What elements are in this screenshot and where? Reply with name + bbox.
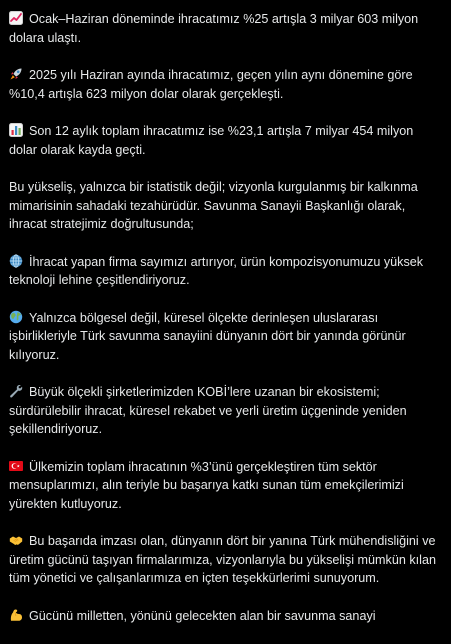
rocket-icon [9,67,23,81]
wrench-icon [9,384,23,398]
post-paragraph-5 [9,253,441,290]
post-paragraph-7 [9,383,441,439]
turkey-flag-icon [9,459,23,473]
post-paragraph-2 [9,66,441,103]
post-paragraph-3 [9,122,441,159]
globe-with-meridians-icon [9,254,23,268]
post-paragraph-8 [9,458,441,514]
chart-increasing-icon [9,11,23,25]
globe-earth-icon [9,310,23,324]
post-paragraph-4 [9,178,441,234]
post-paragraph-2-text: 2025 yılı Haziran ayında ihracatımız, geçen yılın aynı dönemine göre %10,4 artışla 623 milyon dolar olarak gerçekleşti. [9,68,413,101]
post-paragraph-6-text: Yalnızca bölgesel değil, küresel ölçekte derinleşen uluslararası işbirlikleriyle Türk savunma sanayiini dünyanın dört bir yanında görünür kılıyoruz. [9,310,406,362]
handshake-icon [9,533,23,547]
post-paragraph-8-text: Ülkemizin toplam ihracatının %3’ünü gerçekleştiren tüm sektör mensuplarımızı, alın teriyle bu başarıya katkı sunan tüm emekçilerimizi yürekten kutluyoruz. [9,459,404,511]
bar-chart-icon [9,123,23,137]
flexed-biceps-icon [9,608,23,622]
post-paragraph-1 [9,10,441,47]
post-paragraph-10-text: Gücünü milletten, yönünü gelecekten alan bir savunma sanayi [29,608,376,623]
post-paragraph-3-text: Son 12 aylık toplam ihracatımız ise %23,1 artışla 7 milyar 454 milyon dolar olarak kayda geçti. [9,124,414,157]
post-paragraph-1-text: Ocak–Haziran döneminde ihracatımız %25 artışla 3 milyar 603 milyon dolara ulaştı. [9,12,419,45]
post-paragraph-4-text: Bu yükseliş, yalnızca bir istatistik değil; vizyonla kurgulanmış bir kalkınma mimarisinin sahadaki tezahürüdür. Savunma Sanayii Başkanlığı olarak, ihracat stratejimiz doğrultusunda; [9,180,418,231]
post-body [9,10,441,644]
post-paragraph-5-text: İhracat yapan firma sayımızı artırıyor, ürün kompozisyonumuzu yüksek teknoloji lehine çeşitlendiriyoruz. [9,254,424,287]
post-paragraph-6 [9,309,441,365]
post-paragraph-9 [9,532,441,588]
post-paragraph-10 [9,607,441,626]
post-paragraph-7-text: Büyük ölçekli şirketlerimizden KOBİ’lere uzanan bir ekosistemi; sürdürülebilir ihracat, küresel rekabet ve yerli üretim üçgeninde yeniden şekillendiriyoruz. [9,385,407,436]
post-paragraph-9-text: Bu başarıda imzası olan, dünyanın dört bir yanına Türk mühendisliğini ve üretim gücünü taşıyan firmalarımıza, vizyonlarıyla bu yükselişi mümkün kılan tüm yönetici ve çalışanlarımıza en içten teşekkürlerimi sunuyorum. [9,534,436,585]
